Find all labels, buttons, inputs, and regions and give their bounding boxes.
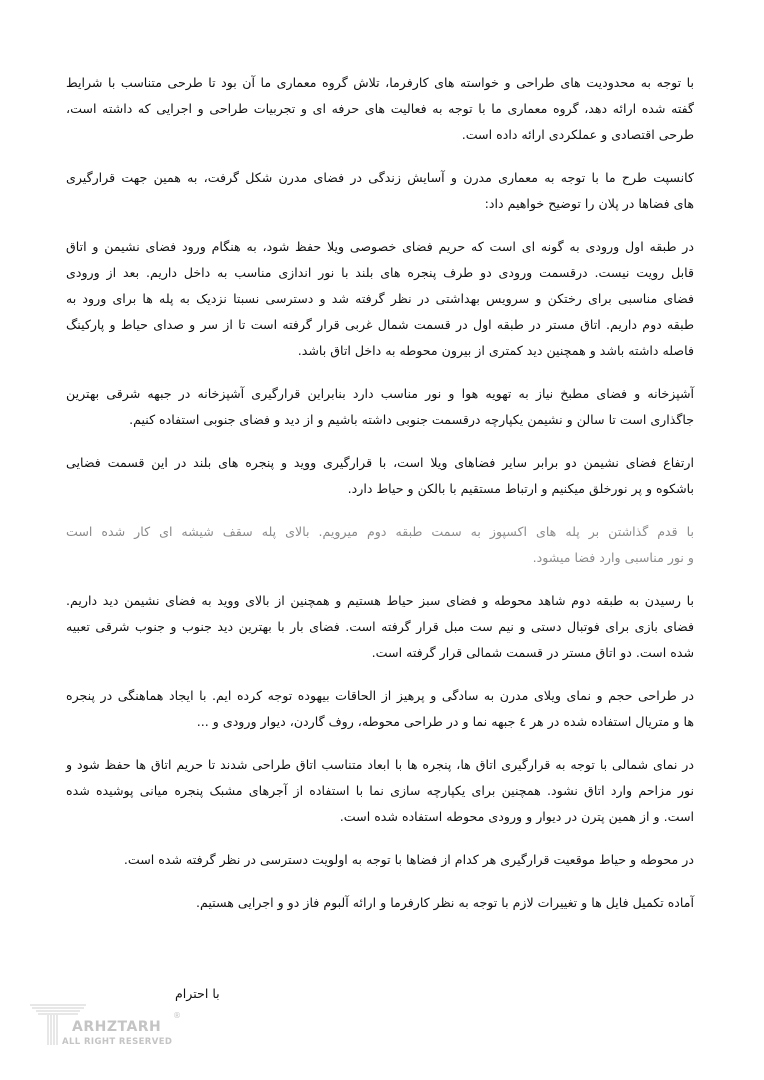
paragraph-line: جاگذاری است تا سالن و نشیمن یکپارچه درقسمت جنوبی داشته باشیم و از دید و فضای جنوبی استفاده کنیم. <box>129 412 694 427</box>
paragraph <box>66 165 694 217</box>
paragraph-line: باشکوه و پر نورخلق میکنیم و ارتباط مستقیم با بالکن و حیاط دارد. <box>347 481 694 496</box>
paragraph-line: در نمای شمالی با توجه به قرارگیری اتاق ها، پنجره ها با ابعاد متناسب اتاق طراحی شدند تا حریم اتاق ها حفظ شود و <box>66 757 694 772</box>
paragraph-line: در محوطه و حیاط موقعیت قرارگیری هر کدام از فضاها با توجه به اولویت دسترسی در نظر گرفته شده است. <box>123 852 694 867</box>
paragraph-line: ها و متریال استفاده شده در هر ٤ جبهه نما و در طراحی محوطه، روف گاردن، دیوار ورودی و ... <box>196 714 694 729</box>
paragraph-line: آماده تکمیل فایل ها و تغییرات لازم با توجه به نظر کارفرما و ارائه آلبوم فاز دو و اجرایی هستیم. <box>196 895 694 910</box>
paragraph <box>66 890 694 916</box>
paragraph-line: فاصله داشته باشد و همچنین دید کمتری از بیرون محوطه به داخل اتاق باشد. <box>297 343 694 358</box>
paragraph <box>66 588 694 666</box>
paragraph <box>66 847 694 873</box>
paragraph-line: و نور مناسبی وارد فضا میشود. <box>532 550 694 565</box>
paragraph <box>66 70 694 148</box>
paragraph <box>66 450 694 502</box>
watermark-logo <box>28 1003 188 1053</box>
paragraph-line: های فضاها در پلان را توضیح خواهیم داد: <box>484 196 694 211</box>
registered-mark-icon: ® <box>173 1011 181 1020</box>
paragraph-line: طرحی اقتصادی و عملکردی ارائه داده است. <box>461 127 694 142</box>
paragraph <box>66 683 694 735</box>
paragraph <box>66 752 694 830</box>
paragraph-line: قابل رویت نیست. درقسمت ورودی دو طرف پنجره های بلند با نور اندازی مناسب به داخل داریم. بعد از ورودی <box>66 265 694 280</box>
paragraph-line: فضای مناسبی برای رختکن و سرویس بهداشتی در نظر گرفته شد و دسترسی نسبتا نزدیک به پله ها برای ورود به <box>66 291 694 306</box>
paragraph-line: در طبقه اول ورودی به گونه ای است که حریم فضای خصوصی ویلا حفظ شود، به هنگام ورود فضای نشیمن و اتاق <box>66 239 694 254</box>
paragraph-line: طبقه دوم داریم. اتاق مستر در طبقه اول در قسمت شمال غربی قرار گرفته است تا از سر و صدای حیاط و پارکینگ <box>66 317 694 332</box>
paragraph-line: ارتفاع فضای نشیمن دو برابر سایر فضاهای ویلا است، با قرارگیری ووید و پنجره های بلند در این قسمت فضایی <box>66 455 694 470</box>
paragraph-line: با قدم گذاشتن بر پله های اکسپوز به سمت طبقه دوم میرویم. بالای پله سقف شیشه ای کار شده است <box>66 524 694 539</box>
paragraph-line: آشپزخانه و فضای مطبخ نیاز به تهویه هوا و نور مناسب دارد بنابراین قرارگیری آشپزخانه در جبهه شرقی بهترین <box>66 386 694 401</box>
paragraph <box>66 234 694 364</box>
signoff: با احترام <box>175 986 220 1001</box>
paragraph-line: کانسپت طرح ما با توجه به معماری مدرن و آسایش زندگی در فضای مدرن شکل گرفت، به همین جهت قرارگیری <box>66 170 694 185</box>
paragraph-line: نور مزاحم وارد اتاق نشود. همچنین برای یکپارچه سازی نما با استفاده از آجرهای مشبک پنجره میانی پوشیده شده <box>66 783 694 798</box>
paragraph-line: با توجه به محدودیت های طراحی و خواسته های کارفرما، تلاش گروه معماری ما آن بود تا طرحی متناسب با شرایط <box>66 75 694 90</box>
paragraph-line: فضای بازی برای فوتبال دستی و نیم ست مبل قرار گرفته است. فضای بار با بهترین دید جنوب و جنوب شرقی تعبیه <box>66 619 694 634</box>
paragraph-line: شده است. دو اتاق مستر در قسمت شمالی قرار گرفته است. <box>371 645 694 660</box>
document-body <box>66 70 694 933</box>
paragraph-line: در طراحی حجم و نمای ویلای مدرن به سادگی و پرهیز از الحاقات بیهوده توجه کرده ایم. با ایجاد هماهنگی در پنجره <box>66 688 694 703</box>
paragraph-line: با رسیدن به طبقه دوم شاهد محوطه و فضای سبز حیاط هستیم و همچنین از بالای ووید به فضای نشیمن دید داریم. <box>66 593 694 608</box>
paragraph <box>66 381 694 433</box>
watermark-brand: ARHZTARH <box>72 1019 162 1035</box>
paragraph-line: است. و از همین پترن در دیوار و ورودی محوطه استفاده شده است. <box>339 809 694 824</box>
watermark-tagline: ALL RIGHT RESERVED <box>62 1037 173 1047</box>
paragraph <box>66 519 694 571</box>
paragraph-line: گفته شده ارائه دهد، گروه معماری ما با توجه به فعالیت های حرفه ای و تجربیات طراحی و اجرایی که داشته است، <box>66 101 694 116</box>
